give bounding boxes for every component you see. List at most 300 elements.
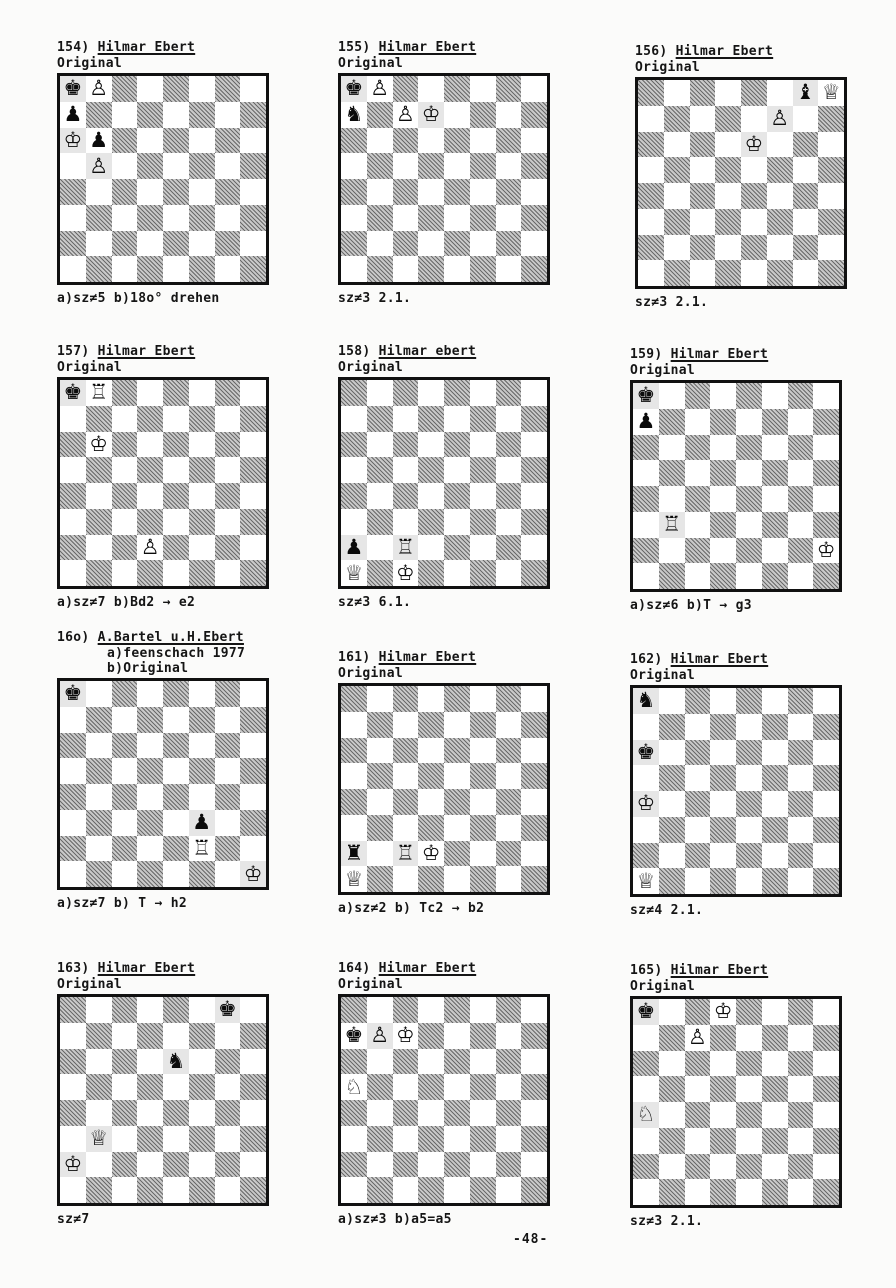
square-e1 bbox=[163, 861, 189, 887]
square-f7 bbox=[762, 409, 788, 435]
square-f1 bbox=[470, 256, 496, 282]
square-g1 bbox=[496, 866, 522, 892]
square-a6 bbox=[341, 128, 367, 154]
square-f1 bbox=[762, 868, 788, 894]
square-h6 bbox=[240, 128, 266, 154]
author: Hilmar Ebert bbox=[378, 40, 477, 55]
black-rook-icon: ♜ bbox=[344, 840, 364, 865]
square-b1 bbox=[659, 1179, 685, 1205]
square-a8 bbox=[633, 999, 659, 1025]
square-b3 bbox=[659, 817, 685, 843]
square-d7 bbox=[710, 714, 736, 740]
square-g5 bbox=[496, 457, 522, 483]
stipulation: sz≠3 2.1. bbox=[635, 295, 709, 310]
square-f6 bbox=[767, 132, 793, 158]
square-g1 bbox=[215, 861, 241, 887]
square-f4 bbox=[470, 179, 496, 205]
white-knight-icon: ♘ bbox=[636, 1102, 656, 1127]
square-c8 bbox=[112, 997, 138, 1023]
square-c1 bbox=[393, 1177, 419, 1203]
square-e5 bbox=[163, 1074, 189, 1100]
square-e4 bbox=[736, 1102, 762, 1128]
problem-header: 157) Hilmar Ebert bbox=[57, 344, 196, 359]
square-e6 bbox=[736, 1051, 762, 1077]
square-a3 bbox=[60, 509, 86, 535]
square-c2 bbox=[112, 1152, 138, 1178]
stipulation: sz≠3 2.1. bbox=[630, 1214, 704, 1229]
square-g6 bbox=[788, 1051, 814, 1077]
square-a8 bbox=[341, 380, 367, 406]
square-d4 bbox=[137, 1100, 163, 1126]
square-a2 bbox=[341, 1152, 367, 1178]
square-h7 bbox=[813, 1025, 839, 1051]
square-e3 bbox=[163, 810, 189, 836]
square-b2 bbox=[367, 841, 393, 867]
square-b1 bbox=[367, 1177, 393, 1203]
square-g6 bbox=[215, 432, 241, 458]
square-h6 bbox=[813, 435, 839, 461]
square-f3 bbox=[470, 509, 496, 535]
problem-165 bbox=[630, 963, 880, 1229]
square-d5 bbox=[137, 153, 163, 179]
square-b7 bbox=[367, 1023, 393, 1049]
square-e1 bbox=[444, 560, 470, 586]
square-h8 bbox=[240, 681, 266, 707]
square-c3 bbox=[690, 209, 716, 235]
square-a6 bbox=[633, 435, 659, 461]
square-g2 bbox=[496, 1152, 522, 1178]
source: Original bbox=[338, 977, 404, 992]
square-b8 bbox=[367, 997, 393, 1023]
square-g2 bbox=[793, 235, 819, 261]
square-f6 bbox=[189, 128, 215, 154]
square-c3 bbox=[112, 810, 138, 836]
square-b6 bbox=[659, 740, 685, 766]
square-e1 bbox=[163, 560, 189, 586]
square-e8 bbox=[444, 380, 470, 406]
square-f7 bbox=[189, 1023, 215, 1049]
square-c2 bbox=[393, 1152, 419, 1178]
square-h5 bbox=[240, 153, 266, 179]
square-d8 bbox=[710, 688, 736, 714]
square-a5 bbox=[341, 457, 367, 483]
square-b3 bbox=[86, 509, 112, 535]
square-f7 bbox=[470, 712, 496, 738]
square-b1 bbox=[86, 1177, 112, 1203]
square-h5 bbox=[521, 457, 547, 483]
square-b2 bbox=[659, 843, 685, 869]
square-b6 bbox=[86, 733, 112, 759]
square-g7 bbox=[788, 1025, 814, 1051]
square-e7 bbox=[736, 1025, 762, 1051]
square-b1 bbox=[664, 260, 690, 286]
square-d3 bbox=[137, 509, 163, 535]
problem-header: 162) Hilmar Ebert bbox=[630, 652, 769, 667]
problem-header: 16o) A.Bartel u.H.Ebert bbox=[57, 630, 244, 645]
square-e3 bbox=[444, 815, 470, 841]
square-b8 bbox=[367, 686, 393, 712]
square-b5 bbox=[367, 153, 393, 179]
author: Hilmar Ebert bbox=[378, 961, 477, 976]
square-d6 bbox=[418, 128, 444, 154]
square-d8 bbox=[418, 997, 444, 1023]
square-h8 bbox=[521, 686, 547, 712]
square-b8 bbox=[86, 380, 112, 406]
problem-156 bbox=[635, 44, 885, 310]
square-d2 bbox=[418, 841, 444, 867]
square-b2 bbox=[664, 235, 690, 261]
square-e5 bbox=[444, 763, 470, 789]
square-c3 bbox=[393, 815, 419, 841]
stipulation: a)sz≠2 b) Tc2 → b2 bbox=[338, 901, 485, 916]
white-king-icon: ♔ bbox=[421, 102, 441, 127]
source: Original bbox=[338, 360, 404, 375]
square-g7 bbox=[215, 1023, 241, 1049]
source: Original bbox=[57, 360, 123, 375]
square-b6 bbox=[659, 1051, 685, 1077]
square-a8 bbox=[60, 76, 86, 102]
square-h2 bbox=[818, 235, 844, 261]
square-f8 bbox=[470, 997, 496, 1023]
square-d4 bbox=[418, 483, 444, 509]
chessboard bbox=[57, 678, 269, 890]
square-h2 bbox=[240, 1152, 266, 1178]
square-c4 bbox=[112, 483, 138, 509]
square-c5 bbox=[685, 765, 711, 791]
square-h1 bbox=[521, 256, 547, 282]
square-h2 bbox=[813, 843, 839, 869]
square-a3 bbox=[341, 815, 367, 841]
square-a6 bbox=[60, 1049, 86, 1075]
square-a7 bbox=[341, 1023, 367, 1049]
square-a4 bbox=[60, 483, 86, 509]
square-d4 bbox=[715, 183, 741, 209]
square-d4 bbox=[418, 1100, 444, 1126]
square-h3 bbox=[813, 1128, 839, 1154]
square-a2 bbox=[60, 231, 86, 257]
square-a3 bbox=[638, 209, 664, 235]
square-e6 bbox=[444, 1049, 470, 1075]
square-f5 bbox=[470, 153, 496, 179]
square-h8 bbox=[240, 380, 266, 406]
square-d1 bbox=[715, 260, 741, 286]
square-g2 bbox=[496, 231, 522, 257]
square-b1 bbox=[659, 563, 685, 589]
square-c8 bbox=[112, 76, 138, 102]
square-c5 bbox=[685, 460, 711, 486]
square-f2 bbox=[762, 843, 788, 869]
square-a5 bbox=[633, 1076, 659, 1102]
square-b7 bbox=[659, 1025, 685, 1051]
square-b4 bbox=[86, 784, 112, 810]
square-b2 bbox=[659, 1154, 685, 1180]
square-e3 bbox=[444, 1126, 470, 1152]
square-a4 bbox=[633, 791, 659, 817]
square-c8 bbox=[393, 76, 419, 102]
author: Hilmar ebert bbox=[378, 344, 477, 359]
square-f5 bbox=[470, 763, 496, 789]
white-queen-icon: ♕ bbox=[636, 868, 656, 893]
square-h3 bbox=[818, 209, 844, 235]
square-e5 bbox=[736, 765, 762, 791]
square-e3 bbox=[736, 817, 762, 843]
square-h1 bbox=[521, 1177, 547, 1203]
square-h1 bbox=[813, 868, 839, 894]
square-a5 bbox=[60, 1074, 86, 1100]
square-h6 bbox=[240, 432, 266, 458]
square-e7 bbox=[444, 406, 470, 432]
white-king-icon: ♔ bbox=[395, 560, 415, 585]
square-c5 bbox=[685, 1076, 711, 1102]
square-b3 bbox=[367, 205, 393, 231]
square-a1 bbox=[60, 1177, 86, 1203]
square-d6 bbox=[710, 740, 736, 766]
white-rook-icon: ♖ bbox=[89, 380, 109, 405]
square-b6 bbox=[367, 128, 393, 154]
square-e1 bbox=[444, 256, 470, 282]
square-g7 bbox=[215, 406, 241, 432]
square-d4 bbox=[137, 483, 163, 509]
square-g1 bbox=[496, 256, 522, 282]
square-c6 bbox=[690, 132, 716, 158]
square-g4 bbox=[215, 1100, 241, 1126]
square-d8 bbox=[137, 380, 163, 406]
white-rook-icon: ♖ bbox=[192, 835, 212, 860]
square-g8 bbox=[496, 76, 522, 102]
square-a5 bbox=[60, 457, 86, 483]
square-h5 bbox=[813, 1076, 839, 1102]
square-d1 bbox=[710, 1179, 736, 1205]
white-queen-icon: ♕ bbox=[344, 866, 364, 891]
square-e1 bbox=[163, 256, 189, 282]
square-f7 bbox=[470, 102, 496, 128]
square-d8 bbox=[137, 997, 163, 1023]
source: Original bbox=[630, 363, 696, 378]
square-h8 bbox=[818, 80, 844, 106]
square-e7 bbox=[736, 409, 762, 435]
square-h3 bbox=[240, 810, 266, 836]
square-c2 bbox=[393, 535, 419, 561]
chessboard bbox=[338, 994, 550, 1206]
square-c4 bbox=[112, 179, 138, 205]
square-e7 bbox=[163, 102, 189, 128]
problem-header: 163) Hilmar Ebert bbox=[57, 961, 196, 976]
square-h8 bbox=[813, 688, 839, 714]
square-f6 bbox=[189, 733, 215, 759]
square-g8 bbox=[496, 686, 522, 712]
problem-163 bbox=[57, 961, 307, 1227]
black-pawn-icon: ♟ bbox=[63, 102, 83, 127]
stipulation: sz≠7 bbox=[57, 1212, 90, 1227]
square-b3 bbox=[659, 512, 685, 538]
square-h5 bbox=[521, 1074, 547, 1100]
square-h8 bbox=[521, 76, 547, 102]
white-king-icon: ♔ bbox=[713, 999, 733, 1024]
source: Original bbox=[630, 668, 696, 683]
square-g5 bbox=[496, 1074, 522, 1100]
square-g8 bbox=[215, 76, 241, 102]
square-b5 bbox=[86, 1074, 112, 1100]
square-g6 bbox=[788, 435, 814, 461]
square-f1 bbox=[762, 563, 788, 589]
square-a8 bbox=[341, 686, 367, 712]
square-h7 bbox=[813, 714, 839, 740]
square-g8 bbox=[496, 380, 522, 406]
source-a: a)feenschach 1977 bbox=[107, 646, 246, 661]
square-f3 bbox=[762, 817, 788, 843]
square-e7 bbox=[736, 714, 762, 740]
square-e5 bbox=[444, 153, 470, 179]
stipulation: sz≠3 2.1. bbox=[338, 291, 412, 306]
square-a8 bbox=[341, 997, 367, 1023]
square-d6 bbox=[418, 432, 444, 458]
square-a8 bbox=[341, 76, 367, 102]
white-king-icon: ♔ bbox=[395, 1023, 415, 1048]
square-e2 bbox=[163, 535, 189, 561]
square-h8 bbox=[521, 380, 547, 406]
square-c8 bbox=[393, 686, 419, 712]
square-c2 bbox=[112, 535, 138, 561]
square-f6 bbox=[762, 1051, 788, 1077]
square-c4 bbox=[112, 1100, 138, 1126]
square-a6 bbox=[341, 432, 367, 458]
square-g3 bbox=[496, 205, 522, 231]
square-c7 bbox=[685, 409, 711, 435]
square-f6 bbox=[470, 738, 496, 764]
square-b7 bbox=[659, 409, 685, 435]
square-e3 bbox=[163, 509, 189, 535]
square-d7 bbox=[710, 1025, 736, 1051]
square-a8 bbox=[638, 80, 664, 106]
square-h8 bbox=[813, 383, 839, 409]
square-e6 bbox=[444, 738, 470, 764]
square-a7 bbox=[633, 714, 659, 740]
square-e4 bbox=[163, 784, 189, 810]
square-c8 bbox=[112, 380, 138, 406]
square-h2 bbox=[521, 1152, 547, 1178]
square-c3 bbox=[112, 509, 138, 535]
square-g2 bbox=[496, 535, 522, 561]
author: Hilmar Ebert bbox=[97, 961, 196, 976]
square-a8 bbox=[60, 997, 86, 1023]
square-a7 bbox=[341, 406, 367, 432]
square-c4 bbox=[393, 1100, 419, 1126]
square-f3 bbox=[762, 1128, 788, 1154]
square-g2 bbox=[788, 1154, 814, 1180]
square-a5 bbox=[638, 157, 664, 183]
square-e3 bbox=[736, 512, 762, 538]
page-number: -48- bbox=[513, 1232, 549, 1247]
square-a1 bbox=[633, 868, 659, 894]
square-b5 bbox=[86, 153, 112, 179]
square-h6 bbox=[813, 1051, 839, 1077]
square-e4 bbox=[444, 179, 470, 205]
square-a4 bbox=[60, 1100, 86, 1126]
square-e1 bbox=[444, 1177, 470, 1203]
square-h7 bbox=[521, 406, 547, 432]
square-c4 bbox=[393, 179, 419, 205]
square-a2 bbox=[341, 841, 367, 867]
square-c5 bbox=[112, 153, 138, 179]
square-g7 bbox=[496, 712, 522, 738]
square-a7 bbox=[60, 1023, 86, 1049]
square-a1 bbox=[60, 256, 86, 282]
square-a4 bbox=[633, 1102, 659, 1128]
square-g4 bbox=[496, 789, 522, 815]
square-g7 bbox=[793, 106, 819, 132]
square-g3 bbox=[793, 209, 819, 235]
square-e7 bbox=[444, 712, 470, 738]
square-e8 bbox=[444, 686, 470, 712]
chessboard bbox=[630, 996, 842, 1208]
white-pawn-icon: ♙ bbox=[370, 1023, 390, 1048]
square-e7 bbox=[741, 106, 767, 132]
chessboard bbox=[57, 73, 269, 285]
problem-157 bbox=[57, 344, 307, 610]
square-f5 bbox=[767, 157, 793, 183]
square-a4 bbox=[341, 1100, 367, 1126]
square-e6 bbox=[444, 128, 470, 154]
square-b3 bbox=[86, 205, 112, 231]
square-f8 bbox=[189, 380, 215, 406]
square-d2 bbox=[710, 843, 736, 869]
square-a4 bbox=[341, 789, 367, 815]
square-e5 bbox=[163, 457, 189, 483]
square-f8 bbox=[470, 76, 496, 102]
square-a6 bbox=[341, 1049, 367, 1075]
square-b7 bbox=[86, 102, 112, 128]
square-b5 bbox=[86, 758, 112, 784]
square-c4 bbox=[393, 483, 419, 509]
square-d4 bbox=[418, 789, 444, 815]
square-g8 bbox=[215, 380, 241, 406]
square-e4 bbox=[444, 1100, 470, 1126]
problem-header: 154) Hilmar Ebert bbox=[57, 40, 196, 55]
square-d8 bbox=[418, 686, 444, 712]
square-b4 bbox=[659, 1102, 685, 1128]
square-b8 bbox=[664, 80, 690, 106]
square-e4 bbox=[444, 483, 470, 509]
white-pawn-icon: ♙ bbox=[89, 153, 109, 178]
square-b5 bbox=[86, 457, 112, 483]
square-g7 bbox=[788, 409, 814, 435]
author: Hilmar Ebert bbox=[670, 963, 769, 978]
square-h7 bbox=[813, 409, 839, 435]
square-d5 bbox=[137, 457, 163, 483]
square-c2 bbox=[393, 841, 419, 867]
square-e2 bbox=[163, 1152, 189, 1178]
square-f6 bbox=[189, 1049, 215, 1075]
square-b3 bbox=[86, 810, 112, 836]
square-f5 bbox=[189, 457, 215, 483]
white-rook-icon: ♖ bbox=[395, 840, 415, 865]
chessboard bbox=[338, 73, 550, 285]
square-d3 bbox=[418, 509, 444, 535]
square-a3 bbox=[341, 1126, 367, 1152]
square-f2 bbox=[470, 1152, 496, 1178]
square-b1 bbox=[86, 256, 112, 282]
square-f2 bbox=[470, 535, 496, 561]
square-f5 bbox=[470, 1074, 496, 1100]
square-g7 bbox=[215, 707, 241, 733]
square-b3 bbox=[367, 815, 393, 841]
black-knight-icon: ♞ bbox=[166, 1048, 186, 1073]
square-a2 bbox=[638, 235, 664, 261]
square-b4 bbox=[659, 486, 685, 512]
square-f7 bbox=[470, 1023, 496, 1049]
square-b1 bbox=[367, 256, 393, 282]
square-d2 bbox=[137, 535, 163, 561]
